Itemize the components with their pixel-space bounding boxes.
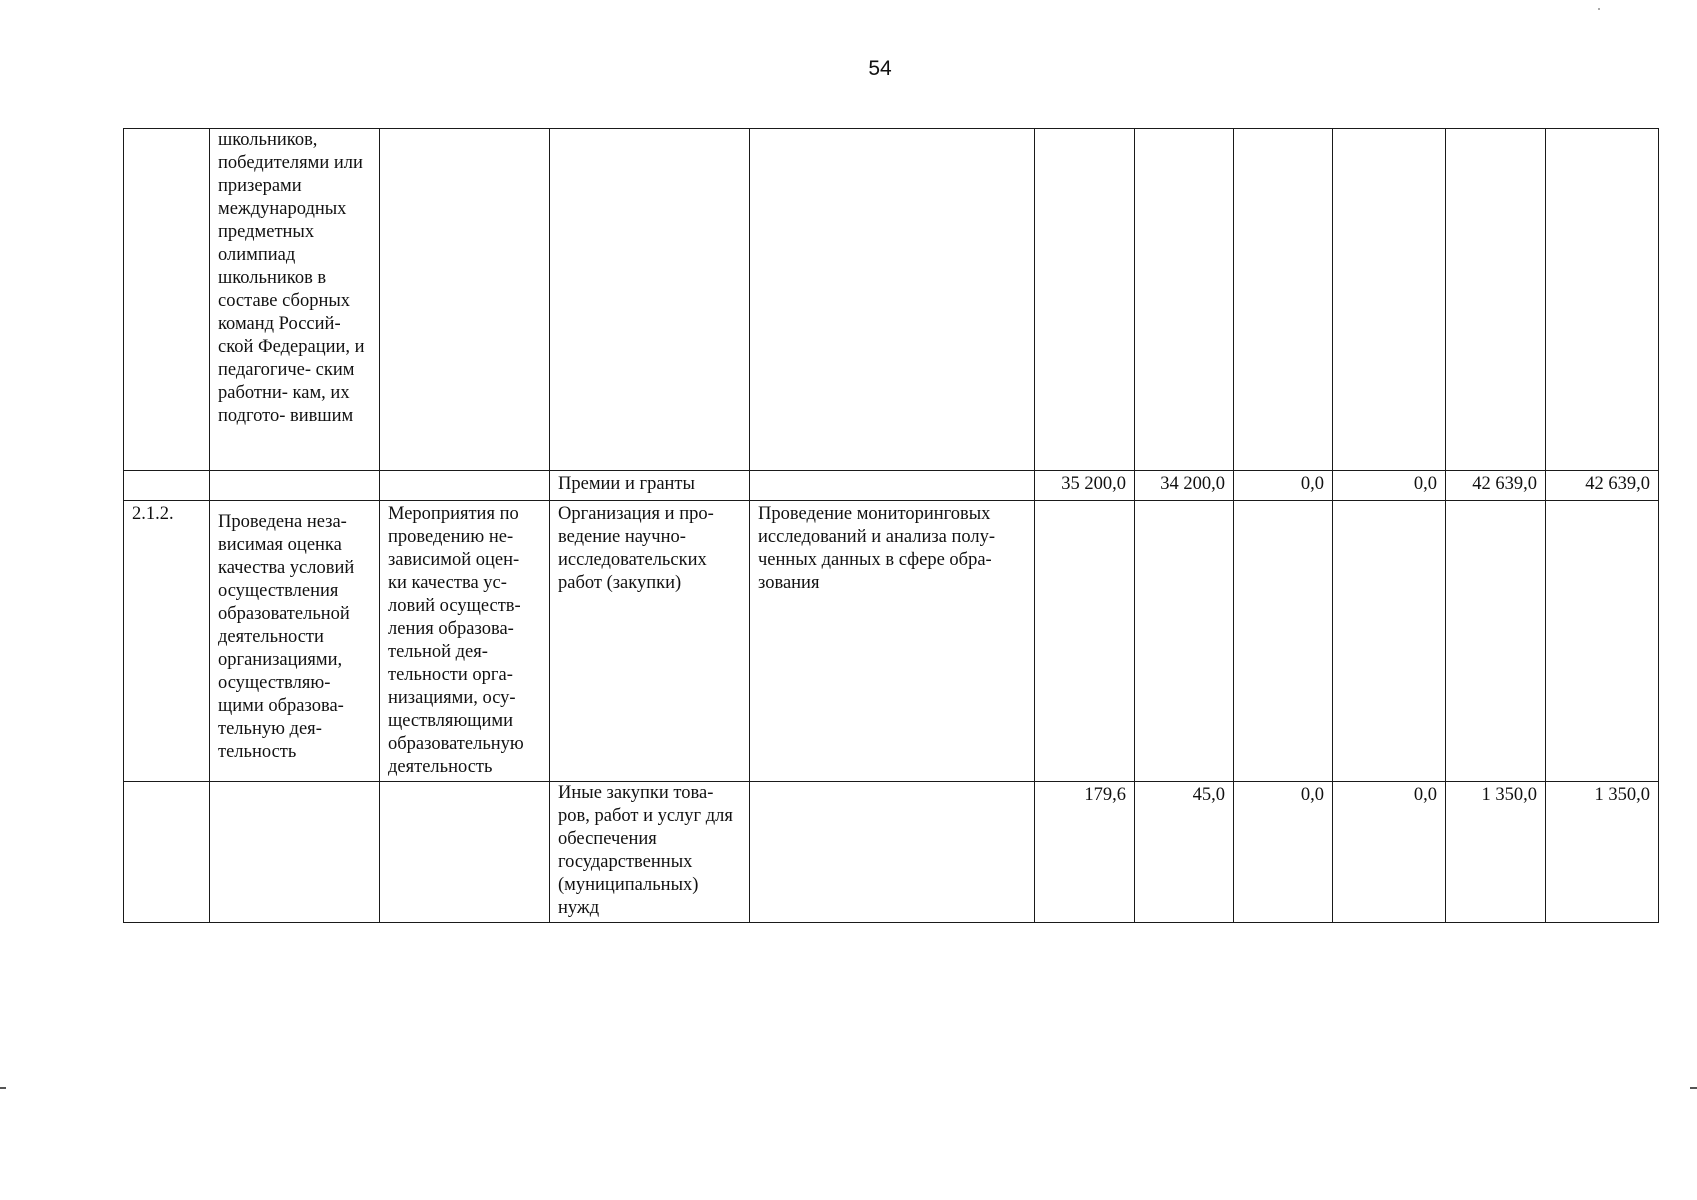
value-cell <box>1135 501 1234 782</box>
value-cell <box>1546 129 1659 471</box>
event-cell: Мероприятия по проведению не- зависимой оцен- ки качества ус- ловий осуществ- ления образова- тельной дея- тельности орга- низациями, осу- ществляющими образовательную деятельность <box>380 501 550 782</box>
value-cell <box>1333 129 1446 471</box>
value-cell: 1 350,0 <box>1446 782 1546 923</box>
event-cell <box>380 129 550 471</box>
page-number: 54 <box>868 57 892 80</box>
purpose-cell <box>750 129 1035 471</box>
result-cell <box>210 782 380 923</box>
result-cell: Проведена неза- висимая оценка качества условий осуществления образовательной деятельности организациями, осуществляю- щими образова- тельную дея- тельность <box>210 501 380 782</box>
table-row <box>124 782 1659 923</box>
row-number-cell <box>124 129 210 471</box>
value-cell <box>1446 501 1546 782</box>
value-cell: 0,0 <box>1333 782 1446 923</box>
value-cell <box>1234 501 1333 782</box>
value-cell <box>1035 129 1135 471</box>
value-cell <box>1333 501 1446 782</box>
value-cell: 1 350,0 <box>1546 782 1659 923</box>
scan-mark <box>1690 1087 1697 1089</box>
budget-table <box>123 128 1659 923</box>
value-cell <box>1234 129 1333 471</box>
direction-cell: Премии и гранты <box>550 471 750 501</box>
scan-mark <box>1598 8 1600 10</box>
value-cell: 42 639,0 <box>1546 471 1659 501</box>
value-cell: 0,0 <box>1333 471 1446 501</box>
purpose-cell <box>750 471 1035 501</box>
row-number-cell <box>124 471 210 501</box>
event-cell <box>380 782 550 923</box>
value-cell <box>1546 501 1659 782</box>
value-cell: 45,0 <box>1135 782 1234 923</box>
value-cell <box>1035 501 1135 782</box>
value-cell: 42 639,0 <box>1446 471 1546 501</box>
direction-cell: Иные закупки това- ров, работ и услуг для обеспечения государственных (муниципальных) нужд <box>550 782 750 923</box>
result-cell: школьников, победителями или призерами международных предметных олимпиад школьников в составе сборных команд Россий- ской Федерации, и педагогиче- ским работни- кам, их подгото- вившим <box>210 129 380 471</box>
table-row <box>124 471 1659 501</box>
scan-mark <box>0 1087 6 1089</box>
result-cell <box>210 471 380 501</box>
row-number-cell <box>124 782 210 923</box>
value-cell <box>1446 129 1546 471</box>
value-cell: 0,0 <box>1234 471 1333 501</box>
value-cell <box>1135 129 1234 471</box>
value-cell: 179,6 <box>1035 782 1135 923</box>
value-cell: 34 200,0 <box>1135 471 1234 501</box>
purpose-cell <box>750 782 1035 923</box>
purpose-cell: Проведение мониторинговых исследований и анализа полу- ченных данных в сфере обра- зования <box>750 501 1035 782</box>
event-cell <box>380 471 550 501</box>
table-row <box>124 501 1659 782</box>
value-cell: 35 200,0 <box>1035 471 1135 501</box>
value-cell: 0,0 <box>1234 782 1333 923</box>
direction-cell: Организация и про- ведение научно- исследовательских работ (закупки) <box>550 501 750 782</box>
direction-cell <box>550 129 750 471</box>
table-row <box>124 129 1659 471</box>
row-number-cell: 2.1.2. <box>124 501 210 782</box>
